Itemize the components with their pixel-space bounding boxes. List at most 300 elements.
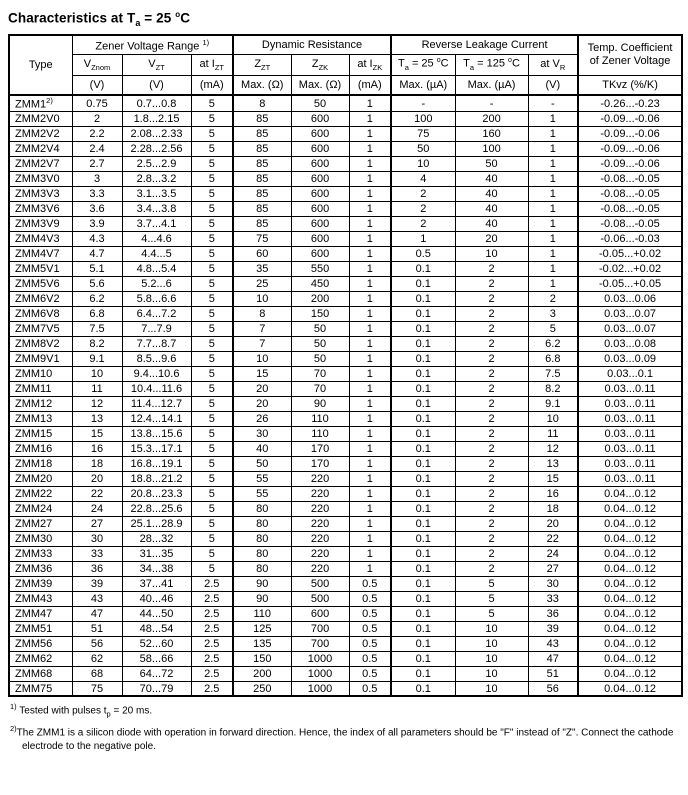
- value-cell: 8.5...9.6: [122, 351, 191, 366]
- value-cell: 22: [72, 486, 122, 501]
- value-cell: 27: [72, 516, 122, 531]
- value-cell: 22: [528, 531, 578, 546]
- value-cell: 1: [349, 396, 391, 411]
- value-cell: 5: [191, 456, 233, 471]
- type-label: ZMM2V2: [15, 127, 60, 140]
- value-cell: 51: [528, 666, 578, 681]
- value-cell: 1: [349, 561, 391, 576]
- value-cell: 220: [291, 546, 349, 561]
- value-cell: 10: [455, 651, 528, 666]
- value-cell: 600: [291, 126, 349, 141]
- value-cell: -0.05...+0.05: [578, 276, 682, 291]
- value-cell: 50: [233, 456, 291, 471]
- value-cell: 20: [233, 381, 291, 396]
- col-group-reverse-leakage-current: Reverse Leakage Current: [391, 35, 578, 54]
- table-row: [9, 171, 682, 186]
- value-cell: 25: [233, 276, 291, 291]
- value-cell: -0.08...-0.05: [578, 186, 682, 201]
- param-header-zzk: [291, 54, 349, 75]
- type-cell: [9, 276, 72, 291]
- param-unit: C: [440, 57, 449, 70]
- value-cell: 20: [233, 396, 291, 411]
- value-cell: 10: [455, 621, 528, 636]
- value-cell: 0.04...0.12: [578, 486, 682, 501]
- value-cell: 5: [455, 591, 528, 606]
- value-cell: 1: [349, 276, 391, 291]
- value-cell: 0.04...0.12: [578, 501, 682, 516]
- value-cell: 2: [455, 396, 528, 411]
- value-cell: 50: [291, 336, 349, 351]
- value-cell: 2.5: [191, 576, 233, 591]
- value-cell: 5: [191, 366, 233, 381]
- type-label: ZMM7V5: [15, 322, 60, 335]
- param-header-izk: [349, 54, 391, 75]
- value-cell: 2: [455, 321, 528, 336]
- value-cell: 4...4.6: [122, 231, 191, 246]
- unit-header-zzk: Max. (Ω): [291, 75, 349, 95]
- title-text: Characteristics at T: [8, 10, 136, 26]
- value-cell: 4.8...5.4: [122, 261, 191, 276]
- type-label: ZMM3V3: [15, 187, 60, 200]
- value-cell: 39: [72, 576, 122, 591]
- value-cell: 1000: [291, 651, 349, 666]
- value-cell: 5.6: [72, 276, 122, 291]
- value-cell: 90: [233, 591, 291, 606]
- value-cell: 40: [455, 201, 528, 216]
- type-label: ZMM30: [15, 532, 53, 545]
- value-cell: 70: [291, 366, 349, 381]
- type-cell: [9, 546, 72, 561]
- value-cell: 9.1: [72, 351, 122, 366]
- value-cell: 0.1: [391, 426, 455, 441]
- value-cell: 2: [455, 261, 528, 276]
- value-cell: 7: [233, 336, 291, 351]
- value-cell: 0.03...0.08: [578, 336, 682, 351]
- value-cell: 80: [233, 531, 291, 546]
- value-cell: 5: [191, 426, 233, 441]
- group-label: Zener Voltage Range: [95, 40, 203, 53]
- type-label: ZMM16: [15, 442, 53, 455]
- value-cell: 1: [349, 486, 391, 501]
- title-subscript: a: [135, 18, 141, 29]
- type-label: ZMM4V7: [15, 247, 60, 260]
- value-cell: 43: [72, 591, 122, 606]
- value-cell: 1: [349, 531, 391, 546]
- type-cell: [9, 95, 72, 111]
- value-cell: 550: [291, 261, 349, 276]
- table-row: [9, 456, 682, 471]
- param-header-zzt: [233, 54, 291, 75]
- type-cell: [9, 186, 72, 201]
- value-cell: 9.1: [528, 396, 578, 411]
- type-cell: [9, 351, 72, 366]
- value-cell: 3.9: [72, 216, 122, 231]
- table-row: [9, 381, 682, 396]
- value-cell: 13.8...15.6: [122, 426, 191, 441]
- value-cell: 5: [191, 95, 233, 111]
- table-row: [9, 231, 682, 246]
- type-label: ZMM2V7: [15, 157, 60, 170]
- value-cell: 200: [233, 666, 291, 681]
- value-cell: 10: [455, 636, 528, 651]
- value-cell: 0.04...0.12: [578, 591, 682, 606]
- value-cell: 28...32: [122, 531, 191, 546]
- value-cell: 5: [191, 261, 233, 276]
- value-cell: 51: [72, 621, 122, 636]
- param-unit: C: [511, 57, 520, 70]
- type-label: ZMM6V2: [15, 292, 60, 305]
- value-cell: 10: [233, 351, 291, 366]
- value-cell: 1: [349, 306, 391, 321]
- degree-symbol: o: [436, 57, 441, 65]
- value-cell: 33: [528, 591, 578, 606]
- value-cell: 2.5: [191, 636, 233, 651]
- value-cell: 3.6: [72, 201, 122, 216]
- value-cell: 30: [528, 576, 578, 591]
- param-header-izt: [191, 54, 233, 75]
- value-cell: 0.1: [391, 516, 455, 531]
- value-cell: 0.03...0.11: [578, 426, 682, 441]
- value-cell: 5: [191, 411, 233, 426]
- value-cell: 160: [455, 126, 528, 141]
- value-cell: 11: [72, 381, 122, 396]
- value-cell: 1: [349, 156, 391, 171]
- footnote-2-text: The ZMM1 is a silicon diode with operation in forward direction. Hence, the index of all parameters should be "F" instead of "Z". Connect the cathode electrode to the negative pole.: [16, 727, 674, 752]
- value-cell: 1: [528, 156, 578, 171]
- param-symbol: V: [83, 57, 92, 70]
- value-cell: 1: [349, 471, 391, 486]
- value-cell: 1: [349, 441, 391, 456]
- value-cell: 75: [72, 681, 122, 696]
- value-cell: 20: [72, 471, 122, 486]
- value-cell: -: [455, 95, 528, 111]
- value-cell: 4: [391, 171, 455, 186]
- value-cell: 1000: [291, 666, 349, 681]
- table-row: [9, 636, 682, 651]
- value-cell: 5: [191, 501, 233, 516]
- value-cell: 2: [455, 546, 528, 561]
- unit-header-izt: (mA): [191, 75, 233, 95]
- value-cell: 15: [72, 426, 122, 441]
- table-row: [9, 366, 682, 381]
- value-cell: 0.03...0.11: [578, 411, 682, 426]
- type-label: ZMM3V6: [15, 202, 60, 215]
- value-cell: 1: [349, 111, 391, 126]
- value-cell: 25.1...28.9: [122, 516, 191, 531]
- type-label: ZMM36: [15, 562, 53, 575]
- value-cell: 0.1: [391, 681, 455, 696]
- value-cell: 16: [528, 486, 578, 501]
- value-cell: 600: [291, 141, 349, 156]
- value-cell: 36: [72, 561, 122, 576]
- value-cell: 26: [233, 411, 291, 426]
- table-row: [9, 606, 682, 621]
- table-row: [9, 396, 682, 411]
- value-cell: 5: [191, 441, 233, 456]
- value-cell: 37...41: [122, 576, 191, 591]
- type-label: ZMM56: [15, 637, 53, 650]
- value-cell: 0.04...0.12: [578, 621, 682, 636]
- type-cell: [9, 171, 72, 186]
- value-cell: 0.5: [349, 666, 391, 681]
- value-cell: 0.04...0.12: [578, 681, 682, 696]
- value-cell: 2: [391, 216, 455, 231]
- value-cell: 100: [391, 111, 455, 126]
- type-cell: [9, 501, 72, 516]
- value-cell: 2.28...2.56: [122, 141, 191, 156]
- value-cell: 33: [72, 546, 122, 561]
- value-cell: 1: [349, 95, 391, 111]
- param-header-vr: [528, 54, 578, 75]
- value-cell: 16: [72, 441, 122, 456]
- value-cell: 5: [191, 111, 233, 126]
- value-cell: 0.04...0.12: [578, 576, 682, 591]
- value-cell: 24: [528, 546, 578, 561]
- type-label: ZMM12: [15, 397, 53, 410]
- value-cell: 135: [233, 636, 291, 651]
- param-sub: ZK: [372, 62, 383, 72]
- table-row: [9, 156, 682, 171]
- value-cell: 39: [528, 621, 578, 636]
- value-cell: 0.03...0.11: [578, 396, 682, 411]
- value-cell: 0.1: [391, 486, 455, 501]
- value-cell: 64...72: [122, 666, 191, 681]
- param-sub: R: [559, 62, 566, 72]
- value-cell: 3.7...4.1: [122, 216, 191, 231]
- value-cell: 110: [233, 606, 291, 621]
- value-cell: 5: [191, 351, 233, 366]
- value-cell: -0.08...-0.05: [578, 216, 682, 231]
- value-cell: 4.4...5: [122, 246, 191, 261]
- type-label: ZMM5V1: [15, 262, 60, 275]
- value-cell: 3.4...3.8: [122, 201, 191, 216]
- value-cell: 10: [391, 156, 455, 171]
- value-cell: 40: [455, 216, 528, 231]
- col-group-dynamic-resistance: Dynamic Resistance: [233, 35, 391, 54]
- value-cell: 1000: [291, 681, 349, 696]
- value-cell: 220: [291, 501, 349, 516]
- value-cell: 10: [528, 411, 578, 426]
- type-cell: [9, 126, 72, 141]
- col-header-type: Type: [9, 35, 72, 95]
- value-cell: 1: [349, 291, 391, 306]
- unit-header-zzt: Max. (Ω): [233, 75, 291, 95]
- param-value: = 125: [474, 57, 509, 70]
- value-cell: 62: [72, 651, 122, 666]
- value-cell: 5: [191, 336, 233, 351]
- value-cell: 15: [233, 366, 291, 381]
- param-symbol: V: [148, 57, 156, 70]
- value-cell: 1: [349, 141, 391, 156]
- value-cell: 220: [291, 561, 349, 576]
- table-row: [9, 531, 682, 546]
- value-cell: 5: [191, 246, 233, 261]
- table-row: [9, 336, 682, 351]
- type-label: ZMM24: [15, 502, 53, 515]
- value-cell: 4.3: [72, 231, 122, 246]
- value-cell: 2: [455, 486, 528, 501]
- value-cell: 0.1: [391, 321, 455, 336]
- param-sub: ZT: [214, 62, 224, 72]
- value-cell: 5: [191, 396, 233, 411]
- value-cell: 12: [72, 396, 122, 411]
- type-label: ZMM51: [15, 622, 53, 635]
- type-label: ZMM1: [15, 98, 47, 111]
- value-cell: 0.75: [72, 95, 122, 111]
- value-cell: 20.8...23.3: [122, 486, 191, 501]
- type-cell: [9, 591, 72, 606]
- param-sub: ZK: [318, 62, 329, 72]
- value-cell: 85: [233, 141, 291, 156]
- value-cell: 1: [528, 216, 578, 231]
- value-cell: 2: [455, 366, 528, 381]
- type-cell: [9, 321, 72, 336]
- value-cell: 0.1: [391, 651, 455, 666]
- value-cell: 0.04...0.12: [578, 636, 682, 651]
- type-label: ZMM9V1: [15, 352, 60, 365]
- value-cell: 600: [291, 186, 349, 201]
- value-cell: 5.1: [72, 261, 122, 276]
- value-cell: 0.04...0.12: [578, 516, 682, 531]
- value-cell: 7.5: [72, 321, 122, 336]
- table-row: [9, 681, 682, 696]
- unit-header-ta125: Max. (µA): [455, 75, 528, 95]
- type-label: ZMM75: [15, 682, 53, 695]
- value-cell: 13: [72, 411, 122, 426]
- value-cell: 20: [528, 516, 578, 531]
- value-cell: 5: [191, 141, 233, 156]
- value-cell: 48...54: [122, 621, 191, 636]
- unit-header-izk: (mA): [349, 75, 391, 95]
- value-cell: 1: [349, 351, 391, 366]
- value-cell: 2.4: [72, 141, 122, 156]
- value-cell: 2.5: [191, 666, 233, 681]
- value-cell: 600: [291, 216, 349, 231]
- value-cell: 1: [349, 201, 391, 216]
- value-cell: 34...38: [122, 561, 191, 576]
- type-footnote-marker: 2): [46, 96, 53, 106]
- type-cell: [9, 606, 72, 621]
- table-row: [9, 501, 682, 516]
- value-cell: 2: [455, 501, 528, 516]
- table-row: [9, 621, 682, 636]
- type-cell: [9, 411, 72, 426]
- value-cell: 2: [455, 276, 528, 291]
- value-cell: 85: [233, 126, 291, 141]
- value-cell: 68: [72, 666, 122, 681]
- value-cell: 220: [291, 486, 349, 501]
- value-cell: 0.03...0.11: [578, 471, 682, 486]
- type-label: ZMM3V9: [15, 217, 60, 230]
- value-cell: 0.5: [349, 681, 391, 696]
- value-cell: 75: [391, 126, 455, 141]
- value-cell: 40...46: [122, 591, 191, 606]
- value-cell: 2.08...2.33: [122, 126, 191, 141]
- degree-symbol: o: [175, 10, 181, 19]
- value-cell: 1: [528, 111, 578, 126]
- value-cell: 250: [233, 681, 291, 696]
- type-cell: [9, 666, 72, 681]
- value-cell: 0.1: [391, 561, 455, 576]
- value-cell: 44...50: [122, 606, 191, 621]
- value-cell: 1: [349, 216, 391, 231]
- value-cell: 35: [233, 261, 291, 276]
- type-label: ZMM39: [15, 577, 53, 590]
- value-cell: 5: [191, 171, 233, 186]
- param-header-ta25: [391, 54, 455, 75]
- table-row: [9, 486, 682, 501]
- value-cell: 2: [455, 351, 528, 366]
- value-cell: 0.1: [391, 531, 455, 546]
- value-cell: 56: [528, 681, 578, 696]
- value-cell: 2: [455, 336, 528, 351]
- unit-header-vzt: (V): [122, 75, 191, 95]
- value-cell: 3: [72, 171, 122, 186]
- value-cell: -: [391, 95, 455, 111]
- value-cell: 220: [291, 516, 349, 531]
- value-cell: 75: [233, 231, 291, 246]
- value-cell: 9.4...10.6: [122, 366, 191, 381]
- value-cell: 5: [191, 516, 233, 531]
- value-cell: 0.04...0.12: [578, 531, 682, 546]
- param-sub: ZT: [261, 62, 271, 72]
- value-cell: 8: [233, 95, 291, 111]
- value-cell: 0.03...0.1: [578, 366, 682, 381]
- type-label: ZMM3V0: [15, 172, 60, 185]
- value-cell: 700: [291, 621, 349, 636]
- value-cell: 500: [291, 576, 349, 591]
- value-cell: 52...60: [122, 636, 191, 651]
- value-cell: 15: [528, 471, 578, 486]
- value-cell: 5: [191, 321, 233, 336]
- value-cell: 8.2: [72, 336, 122, 351]
- value-cell: 0.1: [391, 501, 455, 516]
- value-cell: 5: [191, 561, 233, 576]
- table-row: [9, 471, 682, 486]
- value-cell: 1: [349, 501, 391, 516]
- table-header: [9, 35, 682, 95]
- value-cell: 2: [455, 516, 528, 531]
- value-cell: 0.04...0.12: [578, 561, 682, 576]
- value-cell: -0.08...-0.05: [578, 171, 682, 186]
- value-cell: 1: [349, 261, 391, 276]
- type-cell: [9, 111, 72, 126]
- value-cell: 85: [233, 186, 291, 201]
- param-symbol: at V: [540, 57, 560, 70]
- value-cell: 0.03...0.09: [578, 351, 682, 366]
- table-row: [9, 576, 682, 591]
- type-cell: [9, 456, 72, 471]
- type-cell: [9, 621, 72, 636]
- value-cell: 110: [291, 426, 349, 441]
- value-cell: 170: [291, 441, 349, 456]
- table-row: [9, 321, 682, 336]
- table-row: [9, 546, 682, 561]
- value-cell: 0.1: [391, 276, 455, 291]
- value-cell: 1: [391, 231, 455, 246]
- param-sub: Znom: [91, 62, 111, 72]
- value-cell: 220: [291, 531, 349, 546]
- col-group-temp-coefficient: Temp. Coefficient of Zener Voltage: [578, 35, 682, 75]
- value-cell: 0.1: [391, 291, 455, 306]
- value-cell: 10: [455, 246, 528, 261]
- value-cell: 1: [349, 186, 391, 201]
- value-cell: 0.1: [391, 351, 455, 366]
- value-cell: -0.06...-0.03: [578, 231, 682, 246]
- value-cell: 2: [455, 531, 528, 546]
- value-cell: 5: [191, 546, 233, 561]
- table-row: [9, 126, 682, 141]
